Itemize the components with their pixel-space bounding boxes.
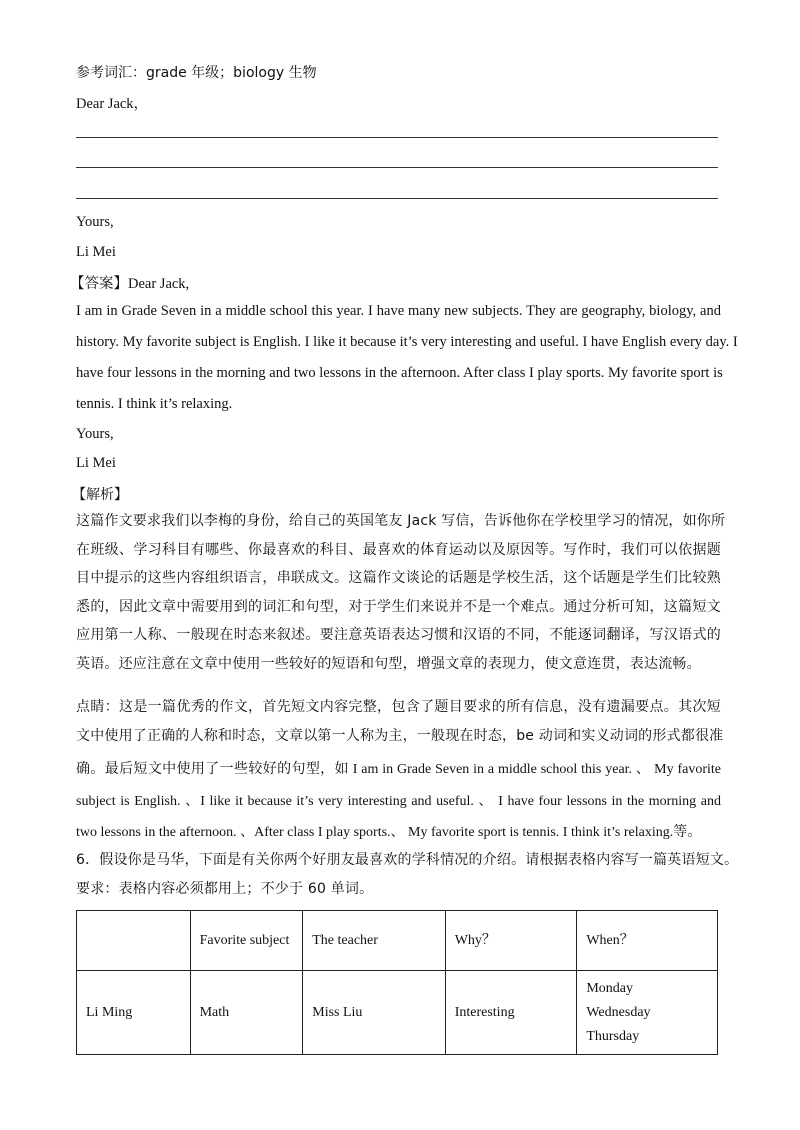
table-cell-when <box>577 971 718 1055</box>
comment-line: subject is English. 、I like it because it’s very interesting and useful. 、 I have four lessons in the morning and <box>76 793 721 809</box>
letter-closing: Yours, <box>76 214 114 230</box>
when-day: Monday <box>586 980 634 996</box>
answer-line: have four lessons in the morning and two lessons in the afternoon. After class I play sports. My favorite sport is <box>76 365 723 381</box>
analysis-line: 目中提示的这些内容组织语言，串联成文。这篇作文谈论的话题是学校生活，这个话题是学生们比较熟 <box>76 570 721 586</box>
question6-line: 要求：表格内容必须都用上；不少于 60 单词。 <box>76 880 374 897</box>
when-day: Wednesday <box>586 1004 651 1020</box>
table-header-cell: Why？ <box>445 911 577 971</box>
question6-prompt <box>76 846 739 903</box>
answer-signature: Li Mei <box>76 455 116 471</box>
table-cell-name: Li Ming <box>77 971 191 1055</box>
comment-line: 确。最后短文中使用了一些较好的句型，如 I am in Grade Seven in a middle school this year. 、 My favorite <box>76 762 721 777</box>
answer-line: I am in Grade Seven in a middle school this year. I have many new subjects. They are geography, biology, and <box>76 303 721 319</box>
comment-body-cn <box>76 693 724 750</box>
writing-line-1 <box>76 137 718 138</box>
answer-line: history. My favorite subject is English. I like it because it’s very interesting and useful. I have English every day. I <box>76 334 738 350</box>
analysis-body <box>76 507 726 678</box>
answer-label: 【答案】Dear Jack, <box>70 276 190 292</box>
analysis-line: 悉的，因此文章中需要用到的词汇和句型，对于学生们来说并不是一个难点。通过分析可知，这篇短文 <box>76 598 721 615</box>
question6-line: 6．假设你是马华，下面是有关你两个好朋友最喜欢的学科情况的介绍。请根据表格内容写一篇英语短文。 <box>76 852 739 868</box>
table-cell-teacher: Miss Liu <box>303 971 445 1055</box>
table-header-row <box>77 911 718 971</box>
letter-signature: Li Mei <box>76 244 116 260</box>
table-header-cell: The teacher <box>303 911 445 971</box>
writing-line-3 <box>76 198 718 199</box>
analysis-line: 应用第一人称、一般现在时态来叙述。要注意英语表达习惯和汉语的不同，不能逐词翻译，写汉语式的 <box>76 627 721 643</box>
analysis-label: 【解析】 <box>72 487 128 503</box>
answer-closing: Yours, <box>76 426 114 442</box>
favorite-subject-table <box>76 910 718 1055</box>
answer-body <box>76 296 738 420</box>
table-header-cell: When？ <box>577 911 718 971</box>
comment-line: 点睛：这是一篇优秀的作文，首先短文内容完整，包含了题目要求的所有信息，没有遗漏要点。其次短 <box>76 699 721 715</box>
analysis-line: 英语。还应注意在文章中使用一些较好的短语和句型，增强文章的表现力，使文意连贯，表达流畅。 <box>76 655 701 672</box>
letter-salutation: Dear Jack， <box>76 96 149 112</box>
table-cell-why: Interesting <box>445 971 577 1055</box>
table-cell-subject: Math <box>190 971 303 1055</box>
vocab-note: 参考词汇：grade 年级；biology 生物 <box>76 65 317 81</box>
table-header-cell <box>77 911 191 971</box>
analysis-line: 这篇作文要求我们以李梅的身份，给自己的英国笔友 Jack 写信，告诉他你在学校里学习的情况，如你所 <box>76 513 726 529</box>
analysis-line: 在班级、学习科目有哪些、你最喜欢的科目、最喜欢的体育运动以及原因等。写作时，我们可以依据题 <box>76 541 721 558</box>
table-row <box>77 971 718 1055</box>
comment-body-mixed <box>76 754 721 849</box>
answer-line: tennis. I think it’s relaxing. <box>76 396 233 412</box>
when-day: Thursday <box>586 1028 640 1044</box>
writing-line-2 <box>76 167 718 168</box>
table-header-cell: Favorite subject <box>190 911 303 971</box>
comment-line: two lessons in the afternoon. 、After class I play sports.、 My favorite sport is tennis. I think it’s relaxing.等。 <box>76 825 702 840</box>
comment-line: 文中使用了正确的人称和时态，文章以第一人称为主，一般现在时态，be 动词和实义动词的形式都很准 <box>76 727 724 744</box>
